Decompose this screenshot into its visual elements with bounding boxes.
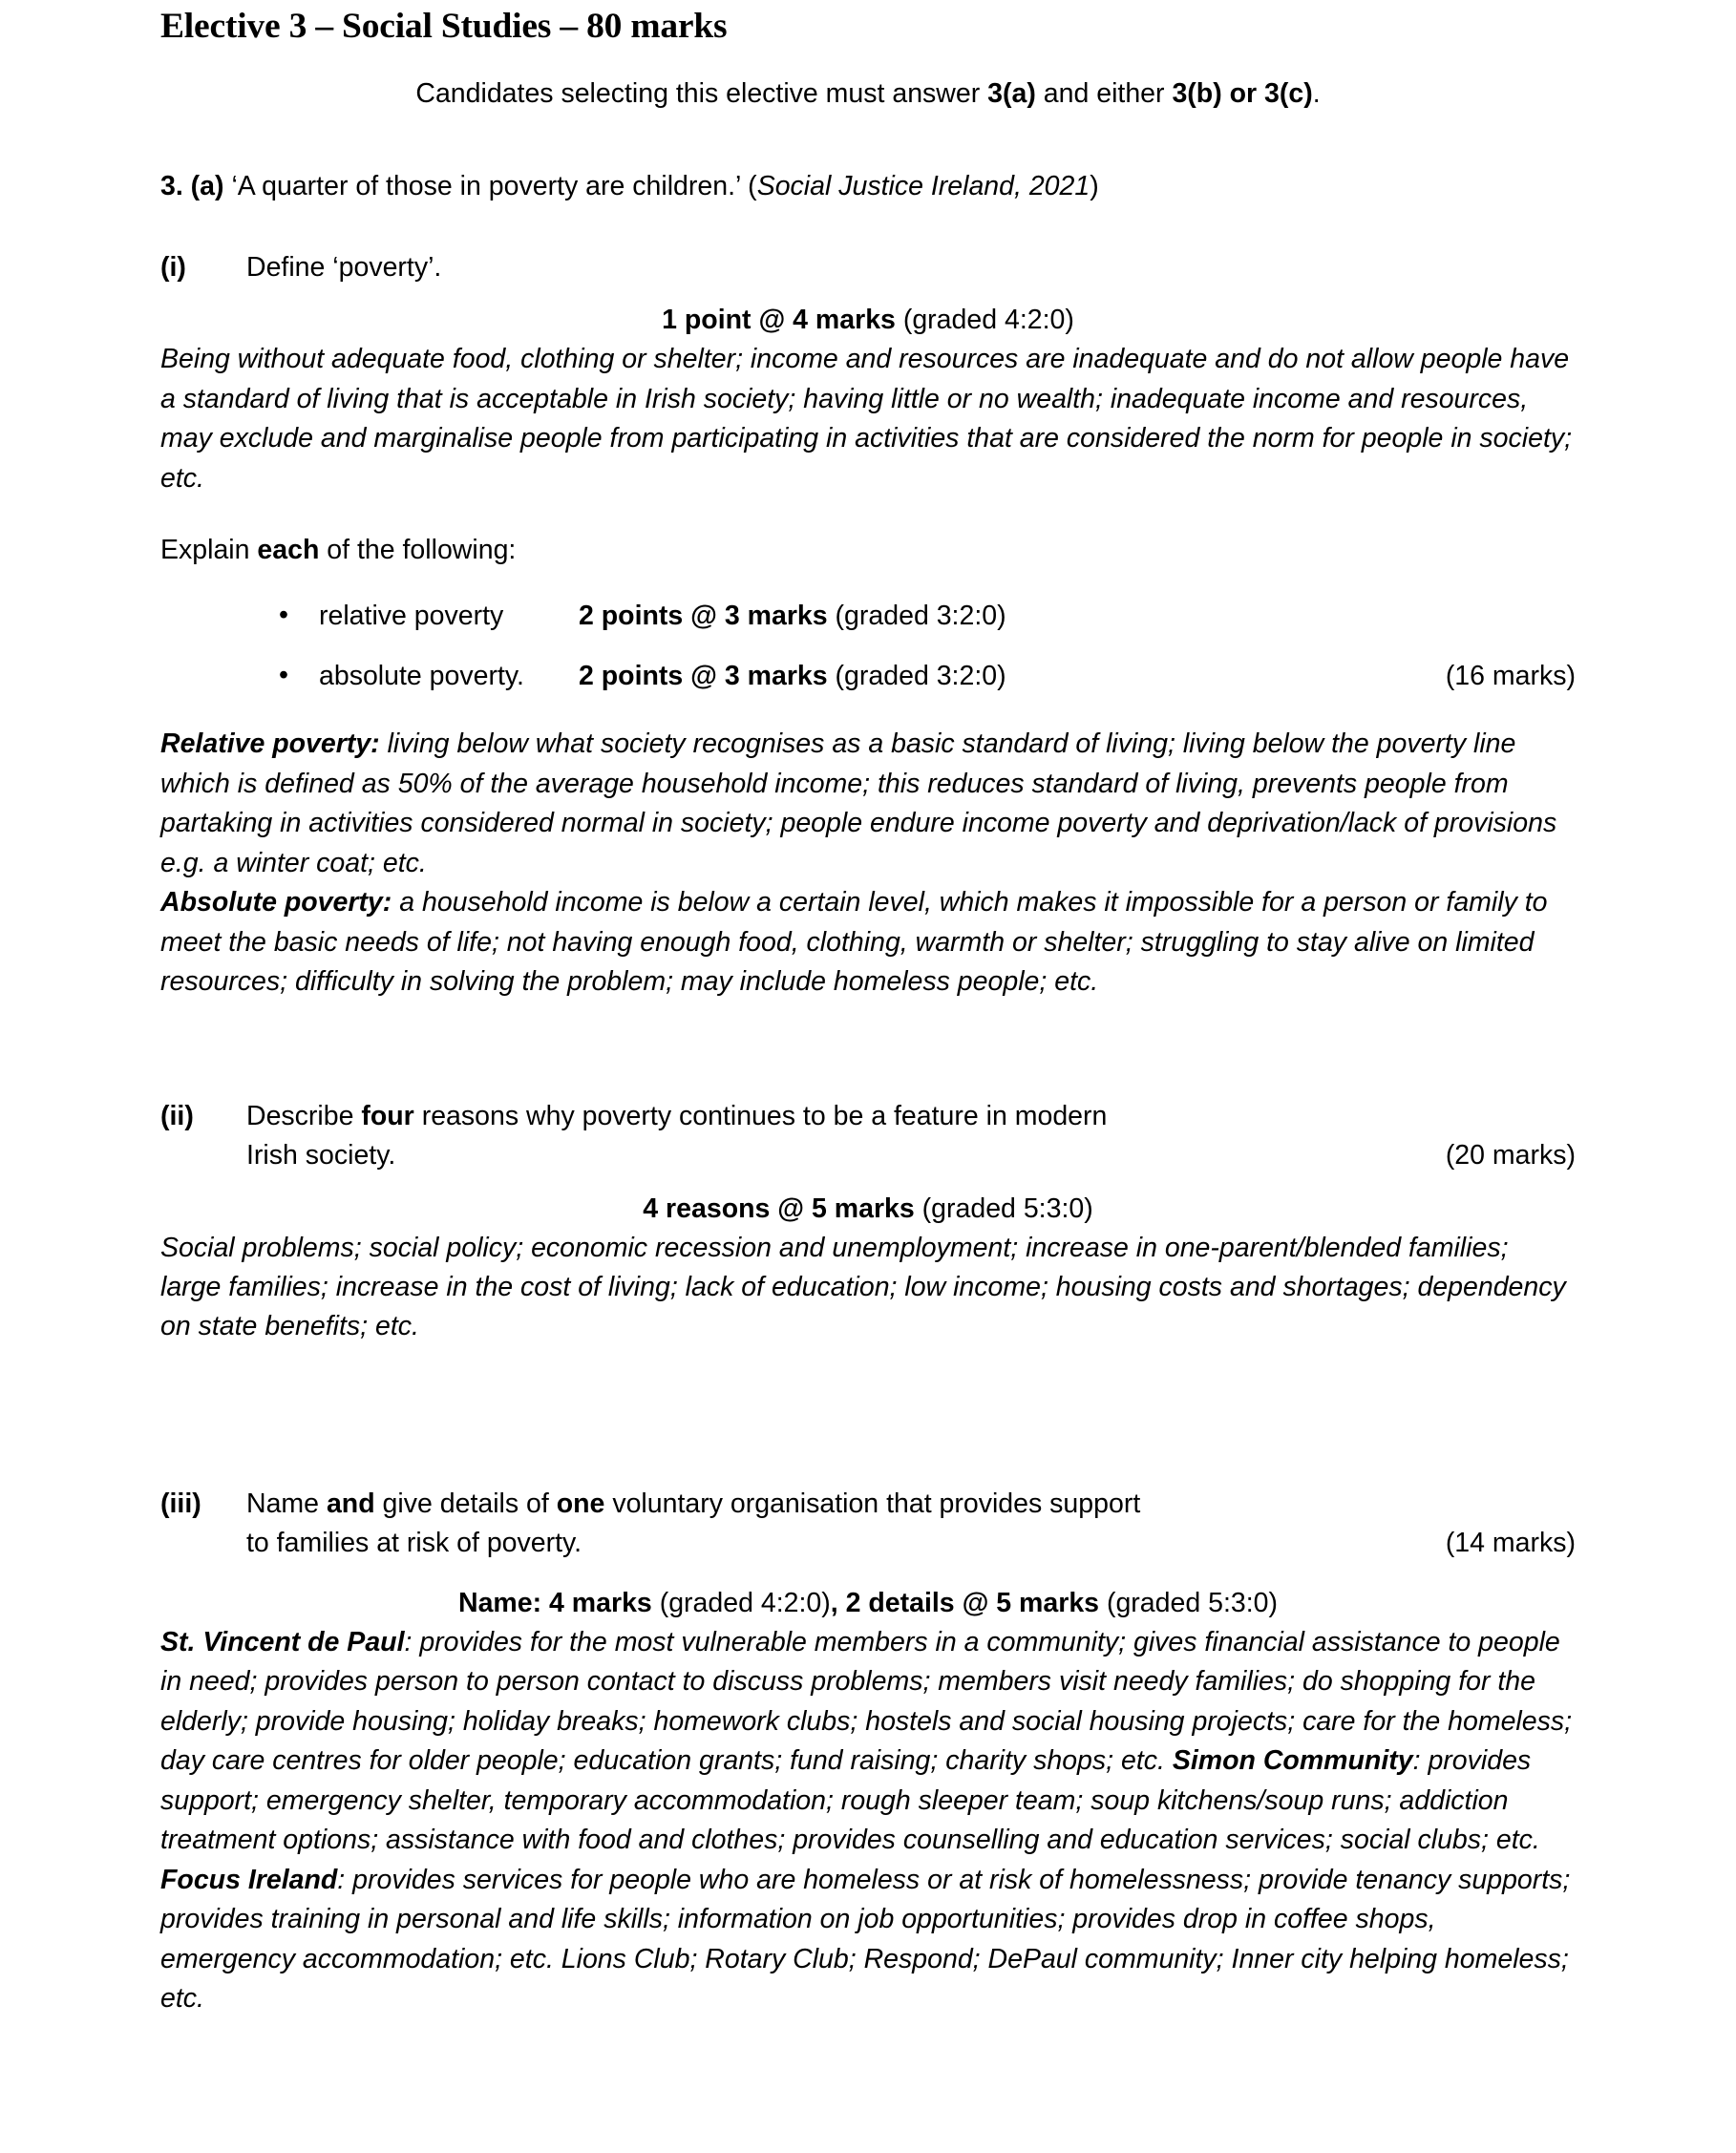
- instruction-mid: and either: [1035, 78, 1173, 110]
- question-3a-quote-close: ): [1090, 171, 1099, 202]
- part-iii-allocation-bold-details: 2 details @ 5 marks: [845, 1587, 1100, 1618]
- explain-prefix: Explain: [160, 535, 258, 566]
- list-item: [160, 597, 1576, 636]
- part-ii-allocation-plain: (graded 5:3:0): [914, 1193, 1093, 1224]
- bullet-label: relative poverty: [319, 601, 504, 632]
- part-ii-answer-reasons: Social problems; social policy; economic recession and unemployment; increase in one-parent/blended families; large families; increase in the cost of living; lack of education; low income; housing costs and shortages; dependency on state benefits; etc.: [160, 1232, 1566, 1342]
- part-iii-prompt-line-1: [246, 1485, 1576, 1524]
- question-3a-stem: [160, 167, 1576, 206]
- bullet-icon: •: [279, 660, 288, 691]
- part-ii-prompt-bold-four: four: [361, 1101, 414, 1132]
- page-title: Elective 3 – Social Studies – 80 marks: [160, 7, 728, 46]
- bullet-marks: (16 marks): [1445, 661, 1576, 692]
- explain-bold-each: each: [257, 535, 320, 566]
- absolute-poverty-label: Absolute poverty:: [160, 887, 392, 918]
- part-iii-allocation-comma: ,: [830, 1587, 846, 1618]
- part-i-allocation-bold: 1 point @ 4 marks: [662, 305, 896, 336]
- part-i-roman: (i): [160, 252, 186, 284]
- bullet-allocation-bold: 2 points @ 3 marks: [579, 601, 828, 632]
- part-ii-roman: (ii): [160, 1101, 194, 1132]
- part-iii-allocation-plain-details: (graded 5:3:0): [1099, 1587, 1278, 1618]
- relative-poverty-text: living below what society recognises as a basic standard of living; living below the poverty line which is defined as 50% of the average household income; this reduces standard of living, prevents people from partaking in activities considered normal in society; people endure income poverty and deprivation/lack of provisions e.g. a winter coat; etc.: [160, 728, 1557, 878]
- part-iii-prompt-bold-one: one: [556, 1488, 605, 1519]
- instruction-bold-3b-3c: 3(b) or 3(c): [1172, 78, 1313, 110]
- part-iii-prompt-continuation: to families at risk of poverty.: [246, 1527, 582, 1558]
- part-i-explain-lead-in: [160, 531, 1576, 570]
- part-iii-prompt-mid: give details of: [374, 1488, 557, 1519]
- part-ii-allocation: [160, 1190, 1576, 1229]
- relative-poverty-label: Relative poverty:: [160, 728, 380, 760]
- part-ii-allocation-bold: 4 reasons @ 5 marks: [643, 1193, 915, 1224]
- part-i-answer-define-poverty: Being without adequate food, clothing or shelter; income and resources are inadequate and do not allow people have a standard of living that is acceptable in Irish society; having little or no wealth; inadequate income and resources, may exclude and marginalise people from participating in activities that are considered the norm for people in society; etc.: [160, 344, 1573, 494]
- part-iii-prompt-prefix: Name: [246, 1488, 327, 1519]
- org-details-focus-ireland: : provides services for people who are homeless or at risk of homelessness; provide tenancy supports; provides training in personal and life skills; information on job opportunities; provides drop in coffee shops, emergency accommodation; etc. Lions Club; Rotary Club; Respond; DePaul community; Inner city helping homeless; etc.: [160, 1864, 1571, 2015]
- instruction-suffix: .: [1312, 78, 1321, 110]
- relative-poverty-answer: [160, 725, 1576, 883]
- part-iii-prompt-bold-and: and: [326, 1488, 375, 1519]
- explain-suffix: of the following:: [319, 535, 517, 566]
- org-details-simon-community: : provides support; emergency shelter, temporary accommodation; rough sleeper team; soup kitchens/soup runs; addiction treatment options; assistance with food and clothes; provides counselling and education services; social clubs; etc.: [160, 1745, 1540, 1856]
- bullet-allocation-bold: 2 points @ 3 marks: [579, 661, 828, 692]
- bullet-allocation-plain: (graded 3:2:0): [827, 601, 1006, 632]
- part-iii-allocation: [160, 1584, 1576, 1623]
- bullet-label: absolute poverty.: [319, 661, 524, 692]
- org-name-focus-ireland: Focus Ireland: [160, 1864, 338, 1895]
- elective-instruction: [160, 74, 1576, 114]
- part-iii-allocation-bold-name: Name: 4 marks: [458, 1587, 652, 1618]
- part-iii-marks: (14 marks): [1445, 1527, 1576, 1558]
- list-item: [160, 657, 1576, 696]
- bullet-allocation: [579, 657, 1006, 696]
- part-i-prompt: Define ‘poverty’.: [246, 252, 442, 284]
- bullet-allocation-plain: (graded 3:2:0): [827, 661, 1006, 692]
- part-i-bullet-list: [160, 597, 1576, 696]
- part-iii-roman: (iii): [160, 1488, 201, 1519]
- absolute-poverty-text: a household income is below a certain level, which makes it impossible for a person or family to meet the basic needs of life; not having enough food, clothing, warmth or shelter; struggling to stay alive on limited resources; difficulty in solving the problem; may include homeless people; etc.: [160, 887, 1548, 997]
- part-i-allocation-plain: (graded 4:2:0): [895, 305, 1074, 336]
- part-ii-prompt-line-2: [246, 1136, 1576, 1175]
- part-iii-answer-organisations: [160, 1623, 1576, 2019]
- part-ii-prompt-continuation: Irish society.: [246, 1140, 396, 1171]
- bullet-icon: •: [279, 600, 288, 631]
- instruction-bold-3a: 3(a): [987, 78, 1036, 110]
- question-part-iii: [160, 1485, 1576, 1563]
- part-iii-prompt-line-2: [246, 1524, 1576, 1563]
- absolute-poverty-answer: [160, 883, 1576, 1002]
- question-3a-source: Social Justice Ireland, 2021: [756, 171, 1090, 202]
- part-ii-prompt-prefix: Describe: [246, 1101, 362, 1132]
- instruction-prefix: Candidates selecting this elective must answer: [415, 78, 988, 110]
- bullet-allocation: [579, 597, 1006, 636]
- question-3a-quote: ‘A quarter of those in poverty are children.’ (: [223, 171, 757, 202]
- question-3a-number: 3. (a): [160, 171, 224, 202]
- part-i-allocation: [160, 301, 1576, 340]
- part-ii-marks: (20 marks): [1445, 1140, 1576, 1171]
- part-ii-prompt-line-1: [246, 1097, 1576, 1136]
- part-iii-prompt-suffix: voluntary organisation that provides support: [604, 1488, 1141, 1519]
- part-ii-prompt-suffix: reasons why poverty continues to be a feature in modern: [413, 1101, 1108, 1132]
- question-part-ii: [160, 1097, 1576, 1175]
- question-part-i: [160, 248, 1576, 287]
- org-details-svp: : provides for the most vulnerable members in a community; gives financial assistance to people in need; provides person to person contact to discuss problems; members visit needy families; do shopping for the elderly; provide housing; holiday breaks; homework clubs; hostels and social housing projects; care for the homeless; day care centres for older people; education grants; fund raising; charity shops; etc.: [160, 1627, 1573, 1777]
- part-iii-allocation-plain-name: (graded 4:2:0): [651, 1587, 831, 1618]
- org-name-svp: St. Vincent de Paul: [160, 1627, 405, 1657]
- org-name-simon-community: Simon Community: [1172, 1745, 1413, 1777]
